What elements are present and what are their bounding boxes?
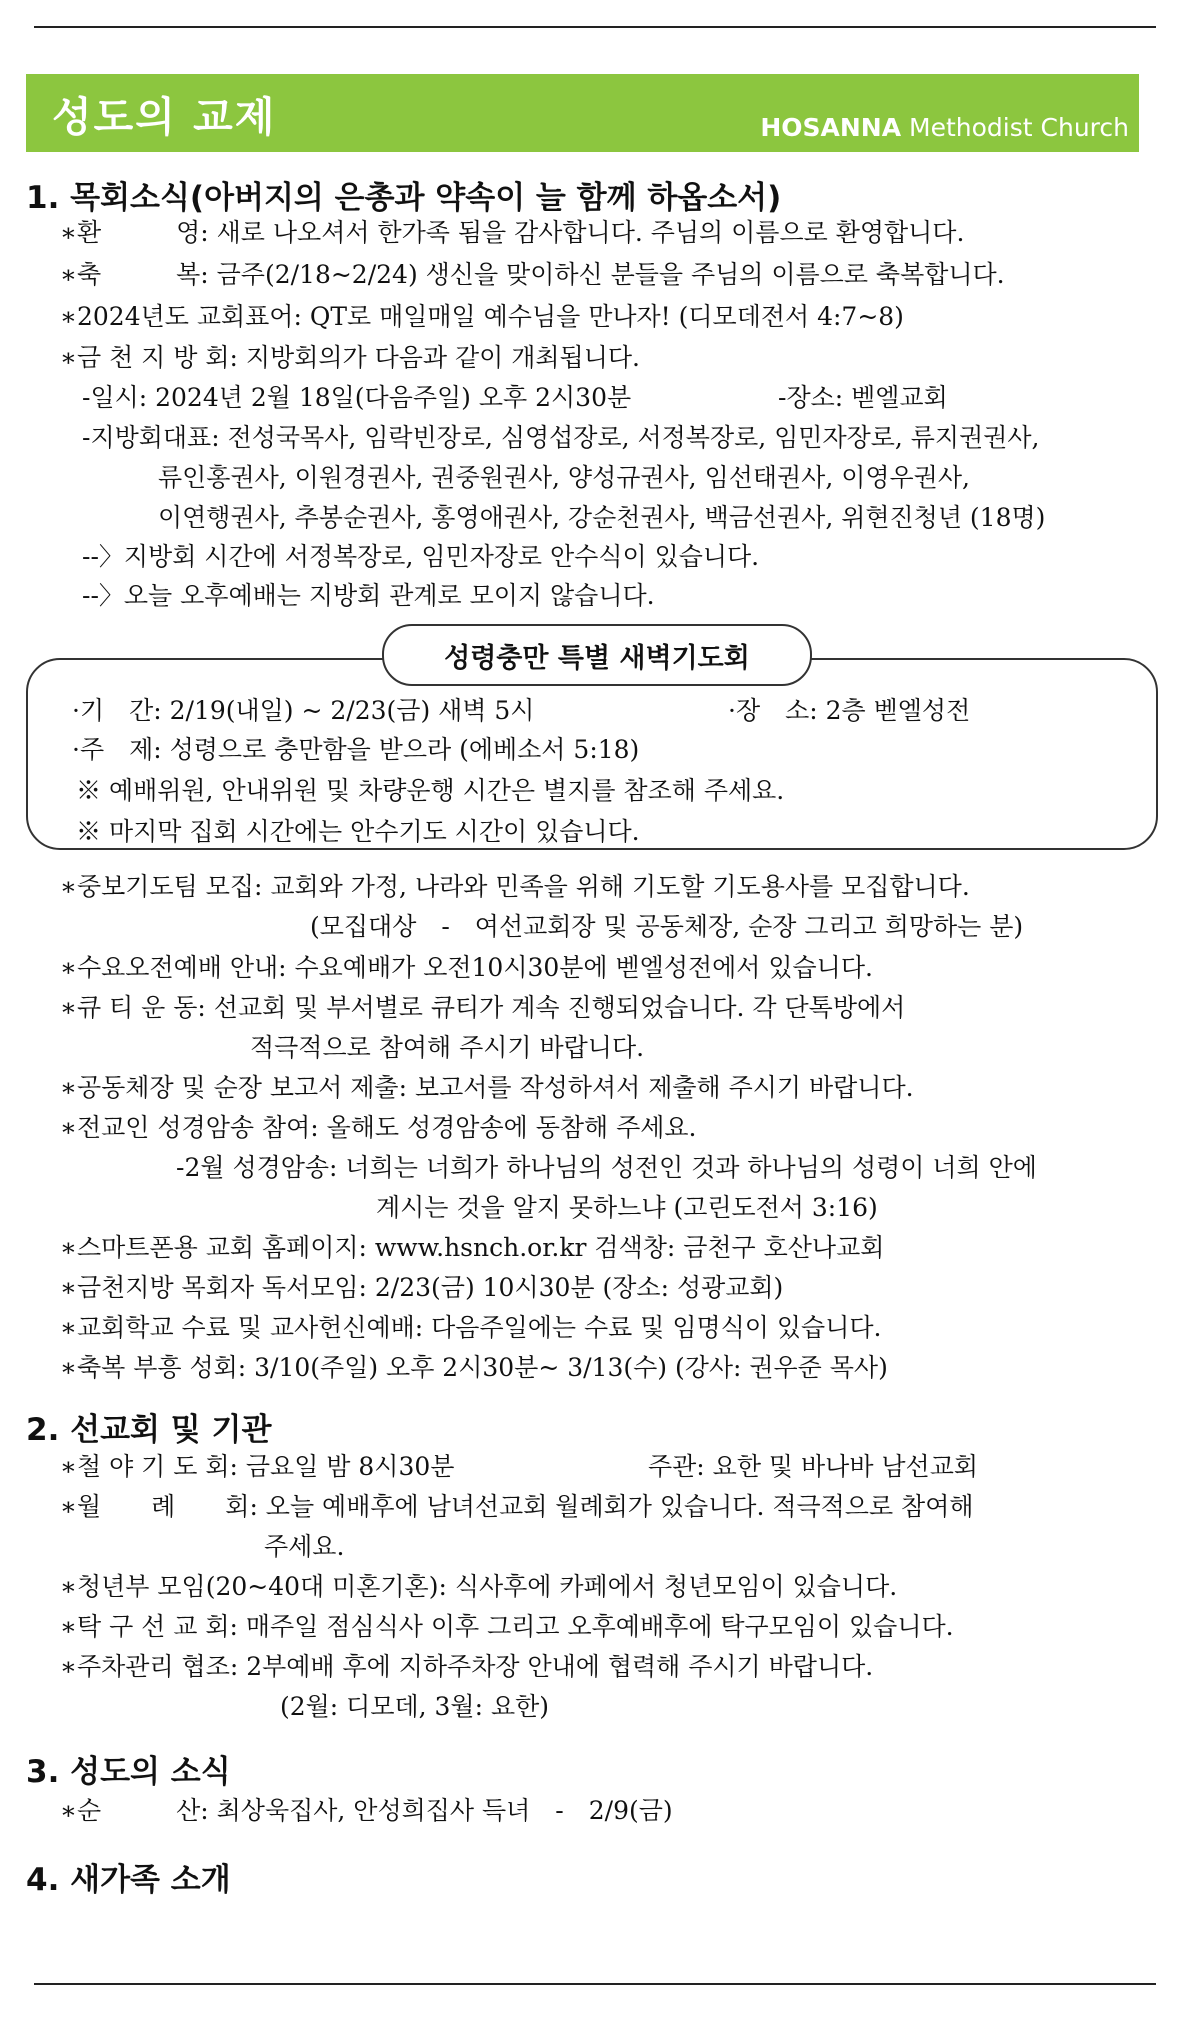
news-item-homepage: ∗스마트폰용 교회 홈페이지: www.hsnch.or.kr 검색창: 금천구 호산나교회 xyxy=(60,1233,885,1262)
mission-item-monthly-cont: 주세요. xyxy=(264,1532,345,1561)
district-delegates: -지방회대표: 전성국목사, 임락빈장로, 심영섭장로, 서정복장로, 임민자장로, 류지권권사, xyxy=(82,423,1040,452)
news-item-blessing: ∗축 복: 금주(2/18~2/24) 생신을 맞이하신 분들을 주님의 이름으로 축복합니다. xyxy=(60,260,1005,289)
prayer-place: ·장 소: 2층 벧엘성전 xyxy=(728,696,971,725)
prayer-meeting-title: 성령충만 특별 새벽기도회 xyxy=(382,624,812,686)
news-item-intercession: ∗중보기도팀 모집: 교회와 가정, 나라와 민족을 위해 기도할 기도용사를 모집합니다. xyxy=(60,872,970,901)
district-note-no-service: --〉오늘 오후예배는 지방회 관계로 모이지 않습니다. xyxy=(82,581,655,610)
top-rule xyxy=(34,26,1156,28)
news-item-reading-group: ∗금천지방 목회자 독서모임: 2/23(금) 10시30분 (장소: 성광교회) xyxy=(60,1273,784,1302)
news-item-motto: ∗2024년도 교회표어: QT로 매일매일 예수님을 만나자! (디모데전서 4:7~8) xyxy=(60,302,904,331)
church-name xyxy=(760,113,1129,142)
mission-item-prayer-night-host: 주관: 요한 및 바나바 남선교회 xyxy=(648,1452,979,1481)
section-title-members: 3. 성도의 소식 xyxy=(26,1754,231,1790)
church-name-bold: HOSANNA xyxy=(760,113,902,142)
news-item-district-meeting: ∗금 천 지 방 회: 지방회의가 다음과 같이 개최됩니다. xyxy=(60,343,640,372)
news-item-qt: ∗큐 티 운 동: 선교회 및 부서별로 큐티가 계속 진행되었습니다. 각 단톡방에서 xyxy=(60,993,906,1022)
section-title-newcomers: 4. 새가족 소개 xyxy=(26,1862,231,1898)
qt-cont: 적극적으로 참여해 주시기 바랍니다. xyxy=(250,1033,645,1062)
prayer-note-laying-hands: ※ 마지막 집회 시간에는 안수기도 시간이 있습니다. xyxy=(76,817,640,846)
intercession-target: (모집대상 - 여선교회장 및 공동체장, 순장 그리고 희망하는 분) xyxy=(310,912,1024,941)
district-delegates-cont-1: 류인홍권사, 이원경권사, 권중원권사, 양성규권사, 임선태권사, 이영우권사, xyxy=(158,463,970,492)
bottom-rule xyxy=(34,1983,1156,1985)
header-banner xyxy=(26,74,1139,152)
mission-item-parking-cont: (2월: 디모데, 3월: 요한) xyxy=(280,1692,550,1721)
section-title-missions: 2. 선교회 및 기관 xyxy=(26,1412,272,1448)
news-item-church-school: ∗교회학교 수료 및 교사헌신예배: 다음주일에는 수료 및 임명식이 있습니다. xyxy=(60,1313,882,1342)
district-meeting-place: -장소: 벧엘교회 xyxy=(778,383,948,412)
mission-item-parking: ∗주차관리 협조: 2부예배 후에 지하주차장 안내에 협력해 주시기 바랍니다. xyxy=(60,1652,874,1681)
prayer-period: ·기 간: 2/19(내일) ~ 2/23(금) 새벽 5시 xyxy=(72,696,535,725)
news-item-wednesday-service: ∗수요오전예배 안내: 수요예배가 오전10시30분에 벧엘성전에서 있습니다. xyxy=(60,953,873,982)
member-item-birth: ∗순 산: 최상욱집사, 안성희집사 득녀 - 2/9(금) xyxy=(60,1796,673,1825)
news-item-reports: ∗공동체장 및 순장 보고서 제출: 보고서를 작성하셔서 제출해 주시기 바랍니다. xyxy=(60,1073,914,1102)
district-note-ordination: --〉지방회 시간에 서정복장로, 임민자장로 안수식이 있습니다. xyxy=(82,542,760,571)
mission-item-monthly: ∗월 례 회: 오늘 예배후에 남녀선교회 월례회가 있습니다. 적극적으로 참여해 xyxy=(60,1492,974,1521)
mission-item-youth: ∗청년부 모임(20~40대 미혼기혼): 식사후에 카페에서 청년모임이 있습니다. xyxy=(60,1572,898,1601)
church-name-rest: Methodist Church xyxy=(901,113,1129,142)
bible-memory-verse-cont: 계시는 것을 알지 못하느냐 (고린도전서 3:16) xyxy=(376,1193,878,1222)
prayer-note-volunteers: ※ 예배위원, 안내위원 및 차량운행 시간은 별지를 참조해 주세요. xyxy=(76,776,785,805)
news-item-revival: ∗축복 부흥 성회: 3/10(주일) 오후 2시30분~ 3/13(수) (강사: 권우준 목사) xyxy=(60,1353,888,1382)
page-title: 성도의 교제 xyxy=(52,93,277,141)
news-item-welcome: ∗환 영: 새로 나오셔서 한가족 됨을 감사합니다. 주님의 이름으로 환영합니다. xyxy=(60,218,965,247)
mission-item-prayer-night: ∗철 야 기 도 회: 금요일 밤 8시30분 xyxy=(60,1452,455,1481)
prayer-theme: ·주 제: 성령으로 충만함을 받으라 (에베소서 5:18) xyxy=(72,735,640,764)
section-title-pastoral-news: 1. 목회소식(아버지의 은총과 약속이 늘 함께 하옵소서) xyxy=(26,180,782,216)
district-delegates-cont-2: 이연행권사, 추봉순권사, 홍영애권사, 강순천권사, 백금선권사, 위현진청년 (18명) xyxy=(158,503,1046,532)
news-item-bible-memory: ∗전교인 성경암송 참여: 올해도 성경암송에 동참해 주세요. xyxy=(60,1113,697,1142)
bible-memory-verse: -2월 성경암송: 너희는 너희가 하나님의 성전인 것과 하나님의 성령이 너희 안에 xyxy=(176,1153,1037,1182)
district-meeting-date: -일시: 2024년 2월 18일(다음주일) 오후 2시30분 xyxy=(82,383,632,412)
mission-item-table-tennis: ∗탁 구 선 교 회: 매주일 점심식사 이후 그리고 오후예배후에 탁구모임이 있습니다. xyxy=(60,1612,954,1641)
